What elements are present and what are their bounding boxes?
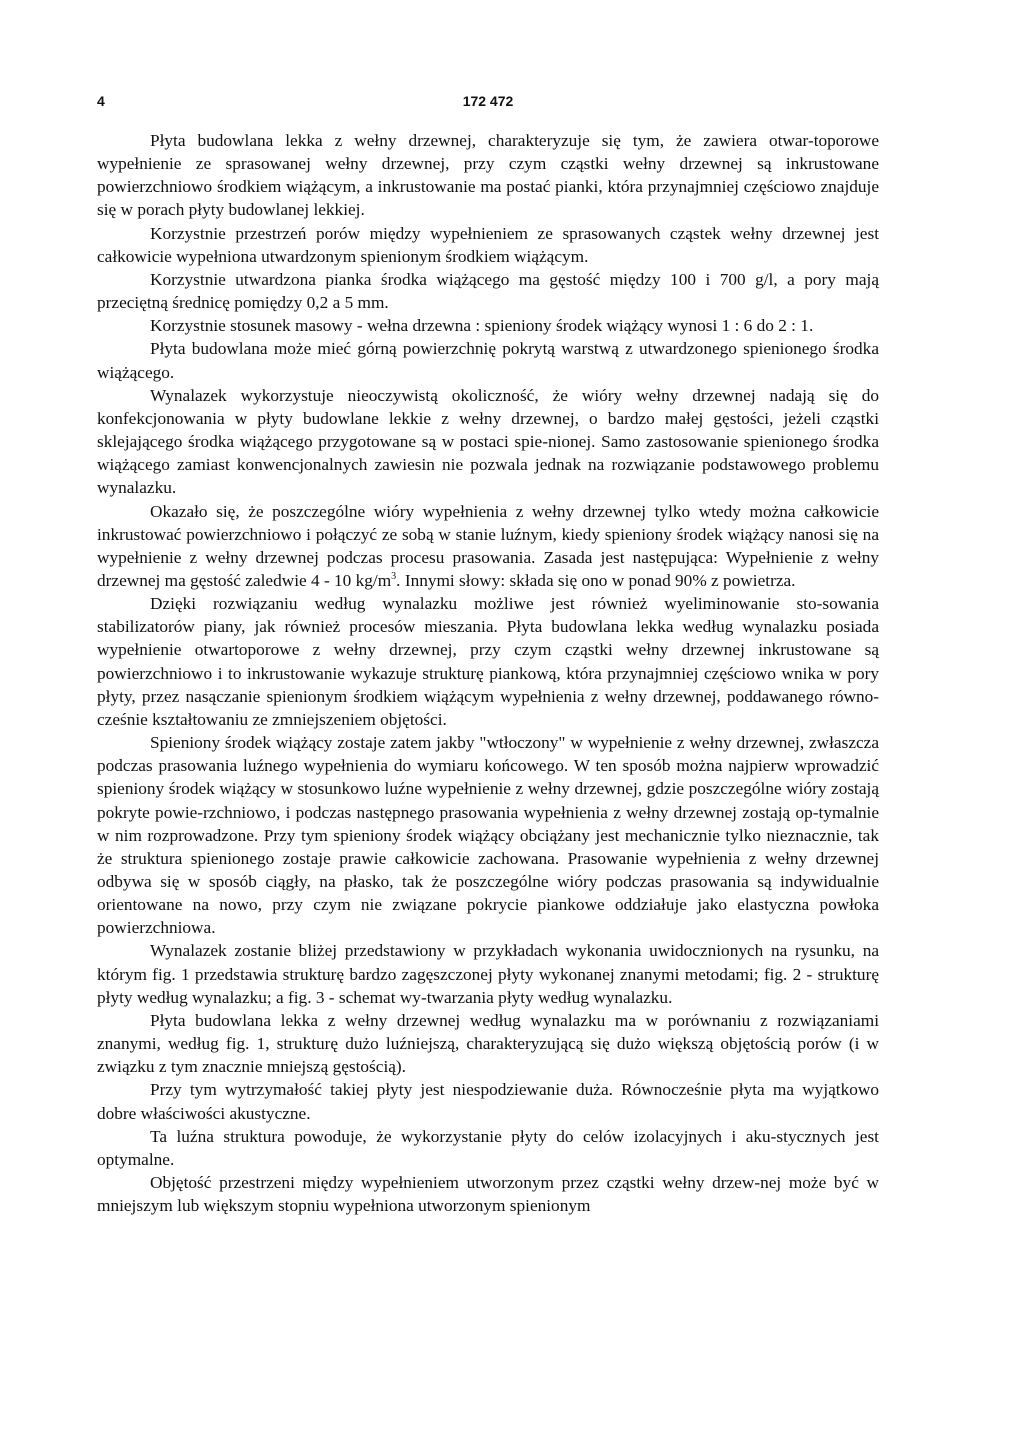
paragraph xyxy=(97,500,879,593)
superscript: 3 xyxy=(391,571,397,583)
paragraph: Spieniony środek wiążący zostaje zatem jakby "wtłoczony" w wypełnienie z wełny drzewnej, zwłaszcza podczas prasowania luźnego wypełnienia do wymiaru końcowego. W ten sposób można najpierw wprowadzić spieniony środek wiążący w stosunkowo luźne wypełnienie z wełny drzewnej, gdzie poszczególne wióry zostają pokryte powie-rzchniowo, i podczas następnego prasowania wypełnienia z wełny drzewnej zostają op-tymalnie w nim rozprowadzone. Przy tym spieniony środek wiążący obciążany jest mechanicznie tylko nieznacznie, tak że struktura spienionego zostaje prawie całkowicie zachowana. Prasowanie wypełnienia z wełny drzewnej odbywa się w sposób ciągły, na płasko, tak że poszczególne wióry podczas prasowania są indywidualnie orientowane na nowo, przy czym nie związane pokrycie piankowe oddziałuje jako elastyczna powłoka powierzchniowa. xyxy=(97,733,879,938)
patent-number: 172 472 xyxy=(462,93,514,109)
paragraph: Wynalazek zostanie bliżej przedstawiony w przykładach wykonania uwidocznionych na rysunku, na którym fig. 1 przedstawia strukturę bardzo zagęszczonej płyty wykonanej znanymi metodami; fig. 2 - strukturę płyty według wynalazku; a fig. 3 - schemat wy-twarzania płyty według wynalazku. xyxy=(97,941,879,1007)
paragraph: Korzystnie utwardzona pianka środka wiążącego ma gęstość między 100 i 700 g/l, a pory mają przeciętną średnicę pomiędzy 0,2 a 5 mm. xyxy=(97,269,879,313)
paragraph: Ta luźna struktura powoduje, że wykorzystanie płyty do celów izolacyjnych i aku-stycznych jest optymalne. xyxy=(97,1126,879,1169)
paragraph: Dzięki rozwiązaniu według wynalazku możliwe jest również wyeliminowanie sto-sowania stabilizatorów piany, jak również procesów mieszania. Płyta budowlana lekka według wynalazku posiada wypełnienie otwartoporowe z wełny drzewnej, przy czym cząstki wełny drzewnej inkrustowane są powierzchniowo i to inkrustowanie wykazuje strukturę piankową, która przynajmniej częściowo wnika w pory płyty, przez nasączanie spienionym środkiem wiążącym wypełnienia z wełny drzewnej, poddawanego równo-cześnie kształtowaniu ze zmniejszeniem objętości. xyxy=(97,594,879,729)
paragraph: Płyta budowlana lekka z wełny drzewnej, charakteryzuje się tym, że zawiera otwar-toporowe wypełnienie ze sprasowanej wełny drzewnej, przy czym cząstki wełny drzewnej są inkrustowane powierzchniowo środkiem wiążącym, a inkrustowanie ma postać pianki, która przynajmniej częściowo znajduje się w porach płyty budowlanej lekkiej. xyxy=(97,131,879,220)
page-number: 4 xyxy=(97,93,105,109)
paragraph: Przy tym wytrzymałość takiej płyty jest niespodziewanie duża. Równocześnie płyta ma wyjątkowo dobre właściwości akustyczne. xyxy=(97,1080,879,1123)
paragraph: Korzystnie stosunek masowy - wełna drzewna : spieniony środek wiążący wynosi 1 : 6 do 2 : 1. xyxy=(150,316,814,336)
paragraph-text: Okazało się, że poszczególne wióry wypełnienia z wełny drzewnej tylko wtedy można całkowicie inkrustować powierzchniowo i połączyć ze sobą w stanie luźnym, kiedy spieniony środek wiążący nanosi się na wypełnienie z wełny drzewnej podczas procesu prasowania. Zasada jest następująca: Wypełnienie z wełny drzewnej ma gęstość zaledwie 4 - 10 kg/m xyxy=(97,501,879,590)
page-header xyxy=(97,93,879,115)
paragraph-text: . Innymi słowy: składa się ono w ponad 90% z powietrza. xyxy=(396,570,796,590)
paragraph: Płyta budowlana lekka z wełny drzewnej według wynalazku ma w porównaniu z rozwiązaniami znanymi, według fig. 1, strukturę dużo luźniejszą, charakteryzującą się dużo większą objętością porów (i w związku z tym znacznie mniejszą gęstością). xyxy=(97,1010,879,1077)
paragraph: Wynalazek wykorzystuje nieoczywistą okoliczność, że wióry wełny drzewnej nadają się do konfekcjonowania w płyty budowlane lekkie z wełny drzewnej, o bardzo małej gęstości, jeżeli cząstki sklejającego środka wiążącego przygotowane są w postaci spie-nionej. Samo zastosowanie spienionego środka wiążącego zamiast konwencjonalnych zawiesin nie pozwala jednak na rozwiązanie podstawowego problemu wynalazku. xyxy=(97,385,879,498)
paragraph: Objętość przestrzeni między wypełnieniem utworzonym przez cząstki wełny drzew-nej może być w mniejszym lub większym stopniu wypełniona utworzonym spienionym xyxy=(97,1173,879,1216)
body-text xyxy=(97,129,879,1217)
paragraph: Korzystnie przestrzeń porów między wypełnieniem ze sprasowanych cząstek wełny drzewnej jest całkowicie wypełniona utwardzonym spienionym środkiem wiążącym. xyxy=(97,223,879,266)
paragraph: Płyta budowlana może mieć górną powierzchnię pokrytą warstwą z utwardzonego spienionego środka wiążącego. xyxy=(97,339,879,382)
